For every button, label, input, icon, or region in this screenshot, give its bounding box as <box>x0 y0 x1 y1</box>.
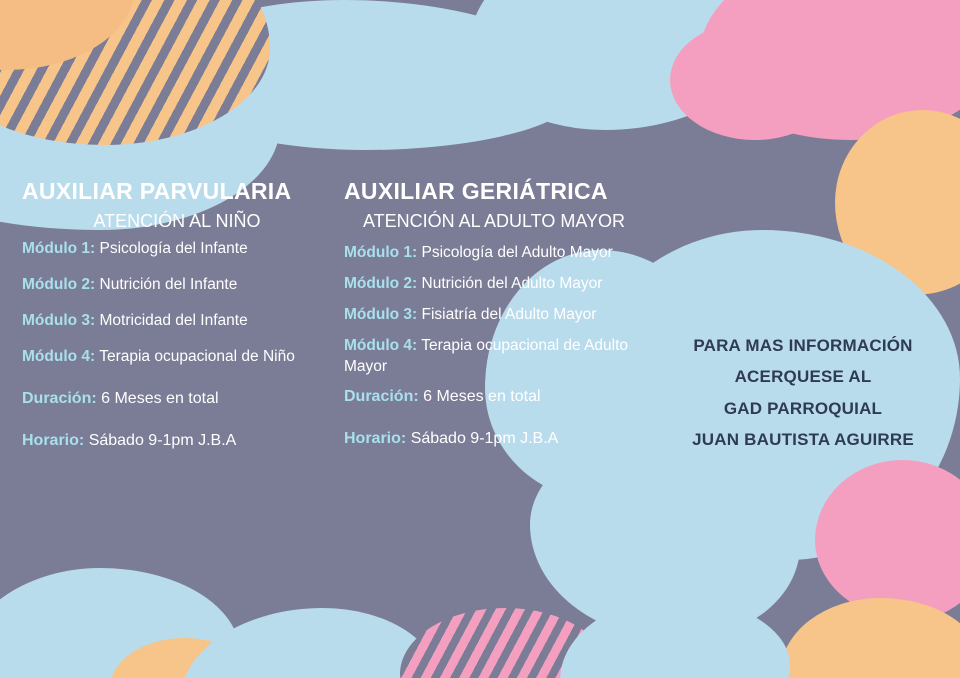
course-duration <box>22 390 332 408</box>
duration-text: 6 Meses en total <box>423 387 541 405</box>
module-label: Módulo 3: <box>344 306 418 324</box>
schedule-text: Sábado 9-1pm J.B.A <box>410 429 559 447</box>
module-label: Módulo 1: <box>344 243 418 261</box>
module-label: Módulo 2: <box>344 275 418 293</box>
duration-text: 6 Meses en total <box>101 389 219 407</box>
module-label: Módulo 4: <box>344 337 418 355</box>
module-item <box>344 274 644 294</box>
module-item <box>344 243 644 263</box>
module-text: Nutrición del Adulto Mayor <box>421 275 603 293</box>
info-line-3: GAD PARROQUIAL <box>723 398 883 418</box>
module-text: Psicología del Adulto Mayor <box>421 243 613 261</box>
info-line-1: PARA MAS INFORMACIÓN <box>693 336 913 355</box>
module-item <box>22 347 332 367</box>
module-item <box>22 311 332 331</box>
module-text: Nutrición del Infante <box>99 276 238 294</box>
course-column-geriatrica <box>344 178 644 466</box>
contact-info-block <box>668 330 938 456</box>
course-column-parvularia <box>22 178 332 468</box>
module-text: Terapia ocupacional de Adulto Mayor <box>344 337 629 375</box>
course-title: AUXILIAR PARVULARIA <box>22 178 292 204</box>
course-title: AUXILIAR GERIÁTRICA <box>344 178 608 204</box>
module-label: Módulo 1: <box>22 239 96 257</box>
module-item <box>22 275 332 295</box>
info-line-4: JUAN BAUTISTA AGUIRRE <box>692 430 914 450</box>
course-subtitle: ATENCIÓN AL ADULTO MAYOR <box>362 211 626 231</box>
module-text: Terapia ocupacional de Niño <box>99 348 295 366</box>
module-text: Fisiatría del Adulto Mayor <box>421 306 597 324</box>
module-text: Psicología del Infante <box>99 239 248 257</box>
duration-label: Duración: <box>344 387 419 405</box>
info-line-2: ACERQUESE AL <box>734 367 872 387</box>
course-schedule <box>22 432 332 450</box>
schedule-label: Horario: <box>22 431 85 449</box>
course-duration <box>344 388 644 406</box>
module-item <box>344 305 644 325</box>
module-label: Módulo 3: <box>22 312 96 330</box>
module-item <box>22 239 332 259</box>
course-schedule <box>344 430 644 448</box>
module-label: Módulo 2: <box>22 276 96 294</box>
schedule-text: Sábado 9-1pm J.B.A <box>88 431 237 449</box>
module-text: Motricidad del Infante <box>99 312 248 330</box>
course-subtitle: ATENCIÓN AL NIÑO <box>93 211 261 231</box>
schedule-label: Horario: <box>344 429 407 447</box>
module-label: Módulo 4: <box>22 348 96 366</box>
duration-label: Duración: <box>22 389 97 407</box>
module-item <box>344 336 644 376</box>
